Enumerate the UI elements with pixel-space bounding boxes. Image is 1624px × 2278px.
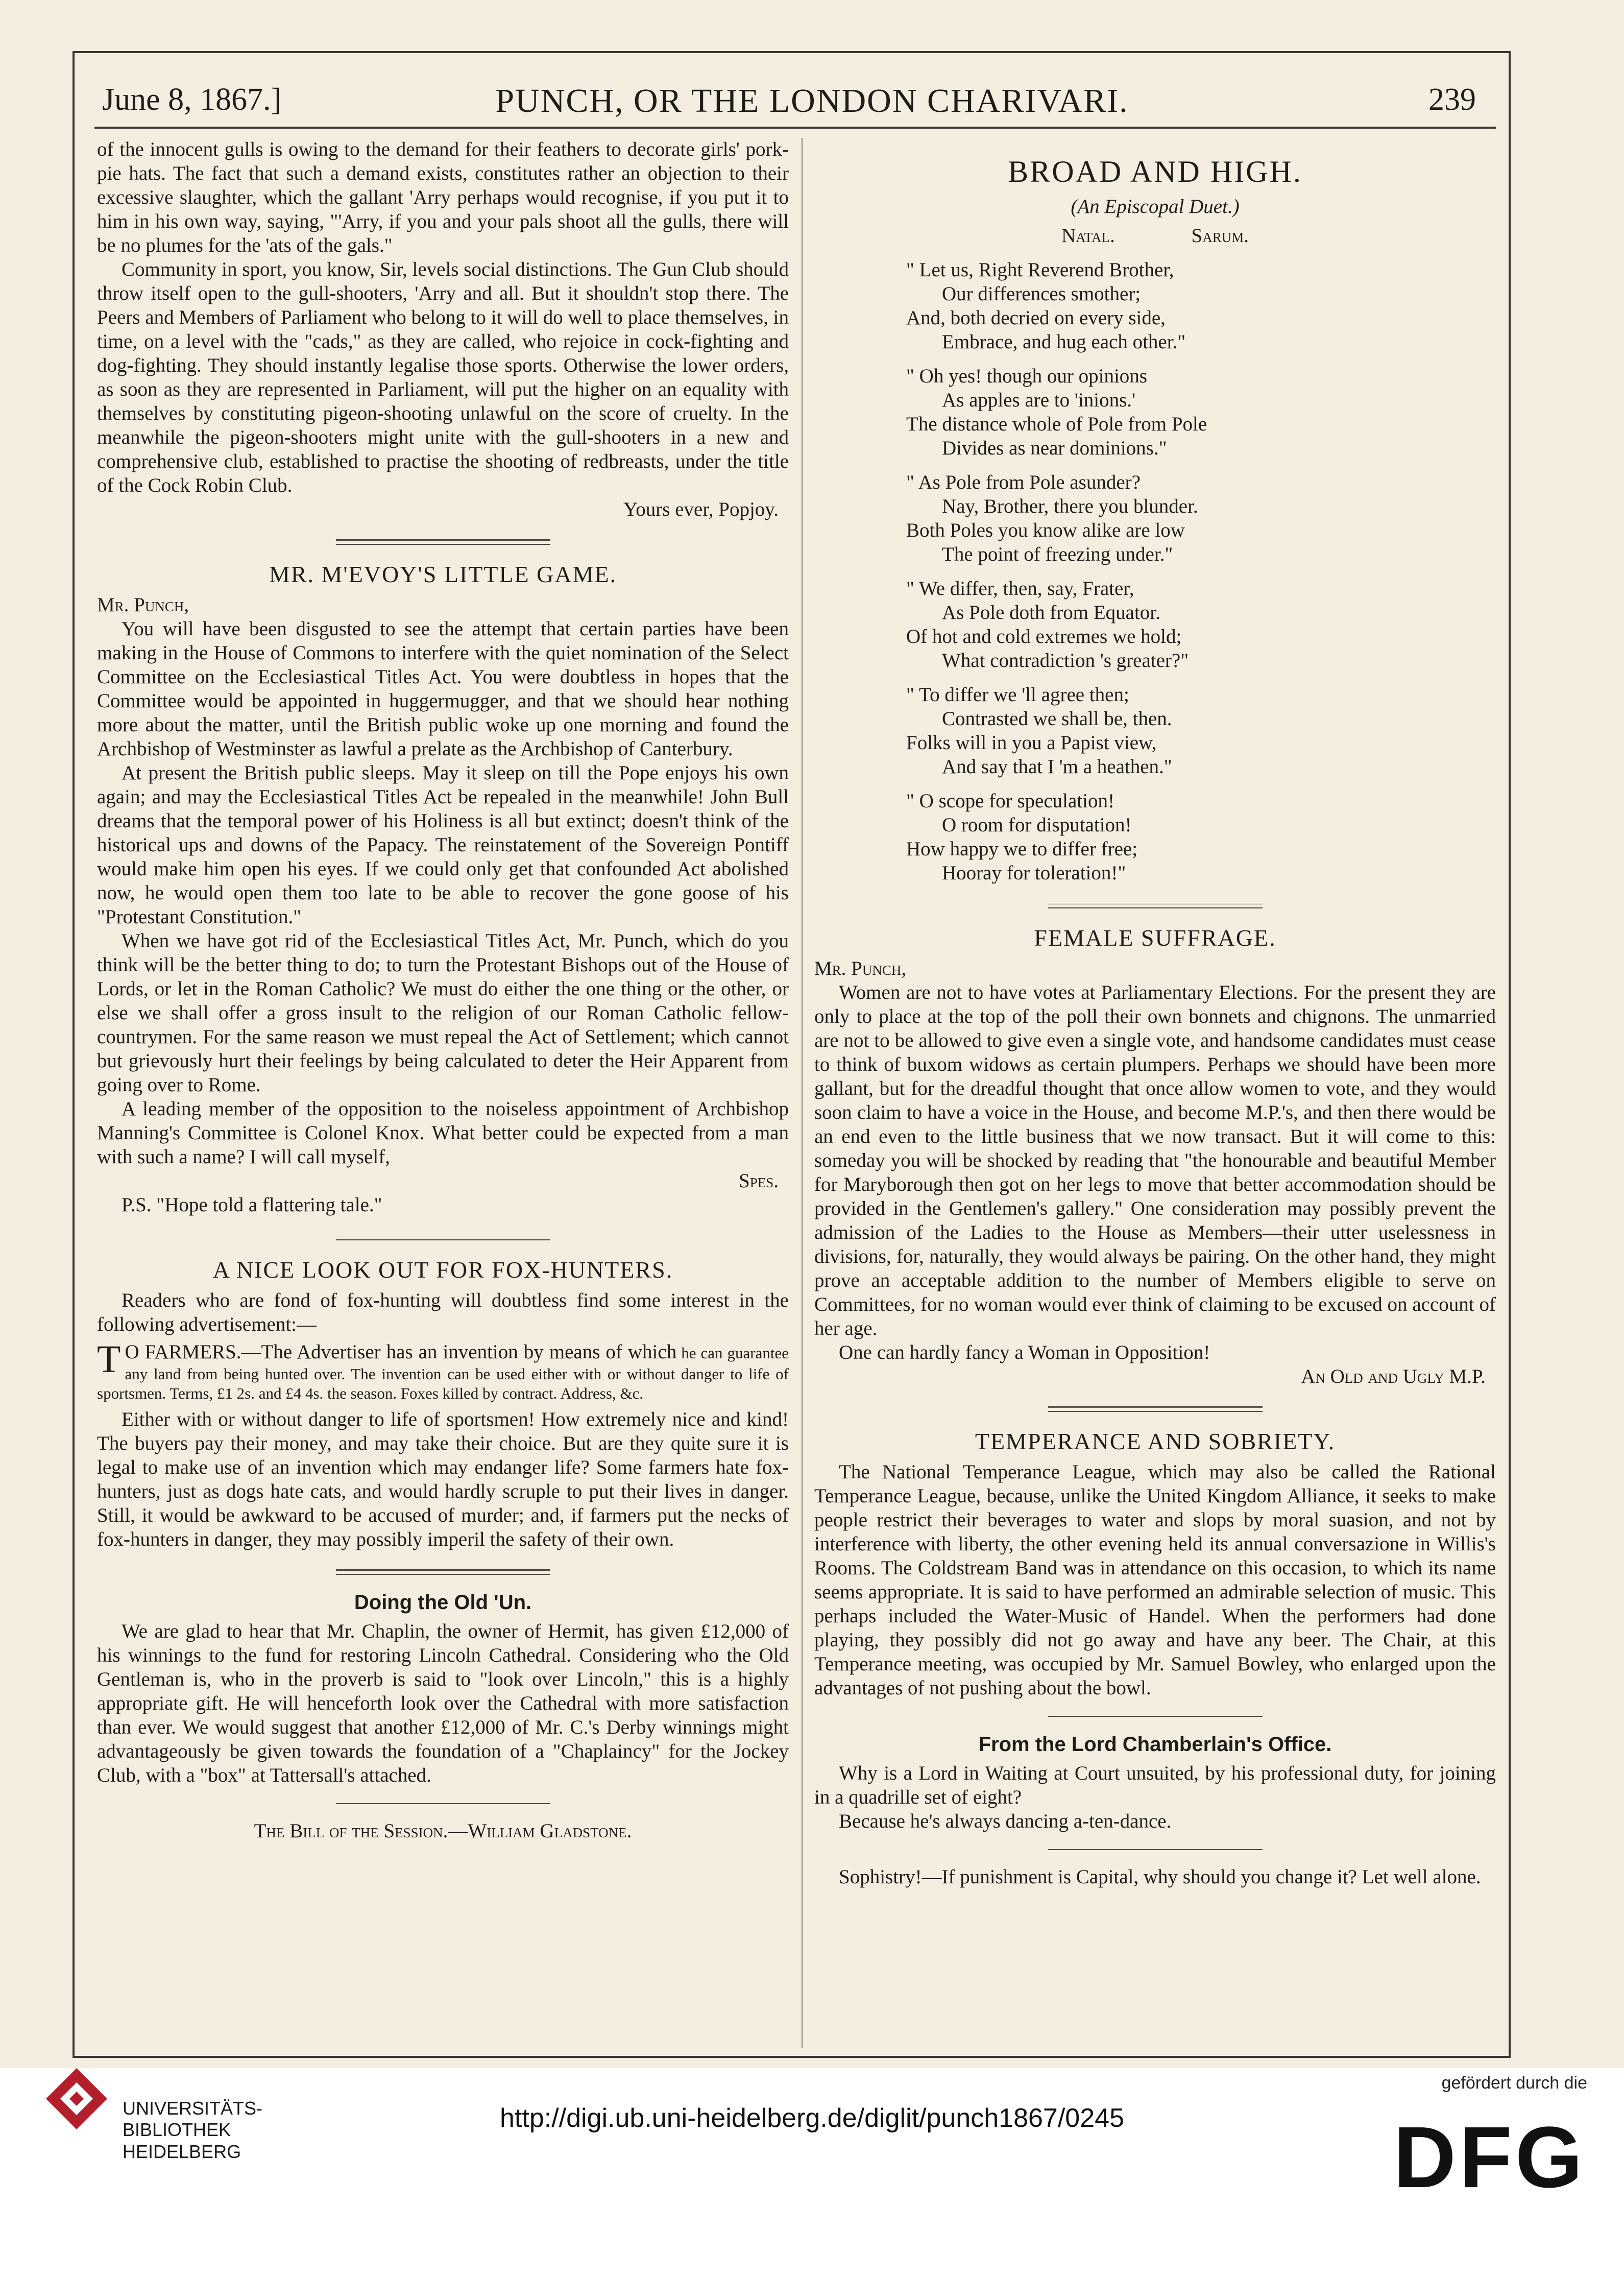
section-divider xyxy=(336,1235,550,1240)
library-line: UNIVERSITÄTS- xyxy=(123,2098,263,2119)
section-divider xyxy=(1048,1849,1263,1850)
verse-line: And say that I 'm a heathen." xyxy=(942,755,1172,778)
verse-line: O room for disputation! xyxy=(942,813,1132,836)
funded-by-label: gefördert durch die xyxy=(1441,2073,1587,2093)
female-salutation: Mr. Punch, xyxy=(814,957,907,980)
intro-signature: Yours ever, Popjoy. xyxy=(623,498,779,520)
verse-line: Of hot and cold extremes we hold; xyxy=(906,626,1182,648)
sophistry-joke: Sophistry!—If punishment is Capital, why should you change it? Let well alone. xyxy=(839,1866,1481,1888)
stanza xyxy=(906,471,1496,567)
verse-line: The point of freezing under." xyxy=(942,543,1173,566)
section-divider xyxy=(336,1803,550,1804)
verse-line: Divides as near dominions." xyxy=(942,437,1167,460)
female-title: FEMALE SUFFRAGE. xyxy=(1034,924,1276,951)
source-url-link[interactable]: http://digi.ub.uni-heidelberg.de/diglit/punch1867/0245 xyxy=(500,2103,1124,2133)
temperance-paragraph-1: The National Temperance League, which may also be called the Rational Temperance League, because, unlike the United Kingdom Alliance, it seeks to make people restrict their beverages to water and slops by moral suasion, and not by interference with liberty, the other evening held its annual conversazione in Willis's Rooms. The Coldstream Band was in attendance on this occasion, to which its name seems appropriate. It is said to have performed an admirable selection of music. This perhaps included the Water-Music of Handel. When the performers had done playing, they possibly did not go away and have any beer. The Chair, at this Temperance meeting, was occupied by Mr. Samuel Bowley, who enlarged upon the advantages of not pushing about the bowl. xyxy=(814,1461,1496,1699)
fox-paragraph-2: Either with or without danger to life of sportsmen! How extremely nice and kind! The buyers pay their money, and may take their choice. But are they quite sure it is legal to make use of an invention which may endanger life? Some farmers hate fox-hunters, just as dogs hate cats, and would hardly scruple to put their lives in danger. Still, it would be awkward to be accused of murder; and, if farmers put the necks of fox-hunters in danger, they may possibly imperil the safety of their own. xyxy=(97,1408,789,1551)
left-column xyxy=(97,138,789,1843)
stanza xyxy=(906,577,1496,673)
temperance-title: TEMPERANCE AND SOBRIETY. xyxy=(975,1428,1336,1455)
section-divider xyxy=(1048,903,1263,908)
page-number: 239 xyxy=(1428,82,1476,117)
mcevoy-paragraph-3: When we have got rid of the Ecclesiastical Titles Act, Mr. Punch, which do you think will be the better thing to do; to turn the Protestant Bishops out of the House of Lords, or let in the Roman Catholic? We must do either the one thing or the other, or else we shall offer a gross insult to the religion of our Roman Catholic fellow-countrymen. For the same reason we must repeal the Act of Settlement; which cannot but grievously hurt their feelings by being calculated to deter the Heir Apparent from going over to Rome. xyxy=(97,929,789,1096)
chamberlain-title: From the Lord Chamberlain's Office. xyxy=(978,1733,1332,1756)
stanza xyxy=(906,258,1496,354)
mcevoy-title: MR. M'EVOY'S LITTLE GAME. xyxy=(269,561,617,587)
verse-line: Nay, Brother, there you blunder. xyxy=(942,495,1198,518)
section-divider xyxy=(1048,1716,1263,1717)
ad-dropcap: T xyxy=(97,1338,121,1381)
ad-first-line: O FARMERS.—The Advertiser has an invention by means of which xyxy=(125,1341,677,1363)
verse-line: " To differ we 'll agree then; xyxy=(906,684,1129,706)
verse-line: Our differences smother; xyxy=(942,283,1141,305)
mcevoy-paragraph-1: You will have been disgusted to see the attempt that certain parties have been making in the House of Commons to interfere with the quiet nomination of the Select Committee on the Ecclesiastical Titles Act. You were doubtless in hopes that the Committee would be appointed in huggermugger, and that we should hear nothing more about the matter, until the British public woke up one morning and found the Archbishop of Westminster as lawful a prelate as the Archbishop of Canterbury. xyxy=(97,618,789,760)
broad-subtitle: (An Episcopal Duet.) xyxy=(1071,196,1240,218)
doing-title: Doing the Old 'Un. xyxy=(354,1591,532,1614)
stanza xyxy=(906,365,1496,461)
masthead-title: PUNCH, OR THE LONDON CHARIVARI. xyxy=(495,82,1129,119)
masthead-date: June 8, 1867.] xyxy=(102,82,282,117)
section-divider xyxy=(336,539,550,545)
verse-line: How happy we to differ free; xyxy=(906,837,1138,860)
chamberlain-answer: Because he's always dancing a-ten-dance. xyxy=(839,1810,1172,1833)
stanza xyxy=(906,683,1496,779)
bill-joke: The Bill of the Session.—William Gladstone. xyxy=(254,1820,632,1842)
fox-advertisement xyxy=(97,1340,789,1403)
broad-title: BROAD AND HIGH. xyxy=(1008,155,1302,188)
verse-line: As apples are to 'inions.' xyxy=(942,389,1136,412)
library-line: BIBLIOTHEK xyxy=(123,2119,231,2141)
chamberlain-question: Why is a Lord in Waiting at Court unsuited, by his professional duty, for joining in a quadrille set of eight? xyxy=(814,1762,1496,1809)
verse-line: " As Pole from Pole asunder? xyxy=(906,471,1141,494)
verse-line: Embrace, and hug each other." xyxy=(942,331,1186,353)
verse-line: Folks will in you a Papist view, xyxy=(906,731,1157,754)
female-paragraph-2: One can hardly fancy a Woman in Opposition! xyxy=(839,1341,1210,1364)
verse-line: And, both decried on every side, xyxy=(906,307,1166,329)
verse-line: Contrasted we shall be, then. xyxy=(942,708,1172,730)
verse-line: " Let us, Right Reverend Brother, xyxy=(906,259,1174,281)
verse-line: The distance whole of Pole from Pole xyxy=(906,413,1207,436)
verse-line: What contradiction 's greater?" xyxy=(942,650,1189,672)
mcevoy-paragraph-2: At present the British public sleeps. May it sleep on till the Pope enjoys his own again; and may the Ecclesiastical Titles Act be repealed in the meanwhile! John Bull dreams that the temporal power of his Holiness is all but extinct; doesn't think of the historical ups and downs of the Papacy. The reinstatement of the Sovereign Pontiff would make him open his eyes. If we could only get that confounded Act abolished now, he would open them too late to be able to recover the gone goose of his "Protestant Constitution." xyxy=(97,762,789,928)
female-paragraph-1: Women are not to have votes at Parliamentary Elections. For the present they are only to place at the top of the poll their own bonnets and chignons. The unmarried are not to be allowed to give even a single vote, and handsome candidates must cease to think of buxom widows as certain plumpers. Perhaps we should have been more gallant, but for the dreadful thought that once allow women to vote, and they would soon claim to have a voice in the House, and become M.P.'s, and then there would be an end even to the little business that we now transact. But it will come to this: someday you will be shocked by reading that "the honourable and beautiful Member for Maryborough then got on her legs to move that better accommodation should be provided in the Gentlemen's gallery." One consideration may possibly prevent the admission of the Ladies to the House as Members—their utter uselessness in divisions, for, naturally, they would always be pairing. On the other hand, they might prove an acceptable addition to the number of Members eligible to serve on Committees, for no woman would ever think of claiming to be excused on account of her age. xyxy=(814,981,1496,1340)
stanza xyxy=(906,789,1496,885)
fox-title: A NICE LOOK OUT FOR FOX-HUNTERS. xyxy=(212,1256,673,1283)
verse-line: " O scope for speculation! xyxy=(906,789,1114,812)
verse-line: Both Poles you know alike are low xyxy=(906,519,1185,542)
female-signature: An Old and Ugly M.P. xyxy=(1301,1365,1486,1388)
dfg-logo: DFG xyxy=(1393,2109,1586,2206)
mcevoy-postscript: P.S. "Hope told a flattering tale." xyxy=(122,1193,382,1216)
doing-paragraph-1: We are glad to hear that Mr. Chaplin, the owner of Hermit, has given £12,000 of his winnings to the fund for restoring Lincoln Cathedral. Considering who the Old Gentleman is, who in the proverb is said to "look over Lincoln," this is a highly appropriate gift. He will henceforth look over the Cathedral with more satisfaction than ever. We would suggest that another £12,000 of Mr. C.'s Derby winnings might advantageously be given towards the foundation of a "Chaplaincy" for the Jockey Club, with a "box" at Tattersall's attached. xyxy=(97,1620,789,1787)
speaker-sarum: Sarum. xyxy=(1191,225,1249,247)
verse-line: Hooray for toleration!" xyxy=(942,861,1126,884)
intro-paragraph-2: Community in sport, you know, Sir, levels social distinctions. The Gun Club should throw itself open to the gull-shooters, 'Arry and all. But it shouldn't stop there. The Peers and Members of Parliament who belong to it will do well to place themselves, in time, on a level with the "cads," as they are called, who rejoice in cock-fighting and dog-fighting. They should instantly legalise those sports. Otherwise the lower orders, as soon as they are represented in Parliament, will put the higher on an equality with themselves by constituting pigeon-shooting unlawful on the score of cruelty. In the meanwhile the pigeon-shooters might unite with the gull-shooters in a new and comprehensive club, established to practise the shooting of redbreasts, under the title of the Cock Robin Club. xyxy=(97,258,789,496)
column-separator xyxy=(802,138,803,2048)
intro-paragraph-1: of the innocent gulls is owing to the demand for their feathers to decorate girls' pork-pie hats. The fact that such a demand exists, constitutes rather an objection to their excessive slaughter, which the gallant 'Arry perhaps would recognise, if you put it to him in his own way, saying, "'Arry, if you and your pals shoot all the gulls, there will be no plumes for the 'ats of the gals." xyxy=(97,138,789,256)
ad-body: he can guarantee any land from being hunted over. The invention can be used either with or without danger to life of sportsmen. Terms, £1 2s. and £4 4s. the season. Foxes killed by contract. Address, &c. xyxy=(97,1344,789,1402)
verse-line: " We differ, then, say, Frater, xyxy=(906,578,1134,600)
section-divider xyxy=(336,1569,550,1575)
masthead-rule xyxy=(94,127,1496,129)
right-column xyxy=(814,138,1496,1889)
library-line: HEIDELBERG xyxy=(123,2141,241,2162)
section-divider xyxy=(1048,1406,1263,1412)
fox-paragraph-1: Readers who are fond of fox-hunting will doubtless find some interest in the following advertisement:— xyxy=(97,1289,789,1336)
verse-line: " Oh yes! though our opinions xyxy=(906,365,1147,388)
mcevoy-paragraph-4: A leading member of the opposition to the noiseless appointment of Archbishop Manning's Committee is Colonel Knox. What better could be expected from a man with such a name? I will call myself, xyxy=(97,1097,789,1168)
verse-line: As Pole doth from Equator. xyxy=(942,602,1160,624)
mcevoy-signature: Spes. xyxy=(739,1169,779,1192)
broad-speakers xyxy=(814,224,1496,248)
mcevoy-salutation: Mr. Punch, xyxy=(97,594,189,616)
broad-verses xyxy=(814,258,1496,885)
speaker-natal: Natal. xyxy=(1061,225,1115,247)
